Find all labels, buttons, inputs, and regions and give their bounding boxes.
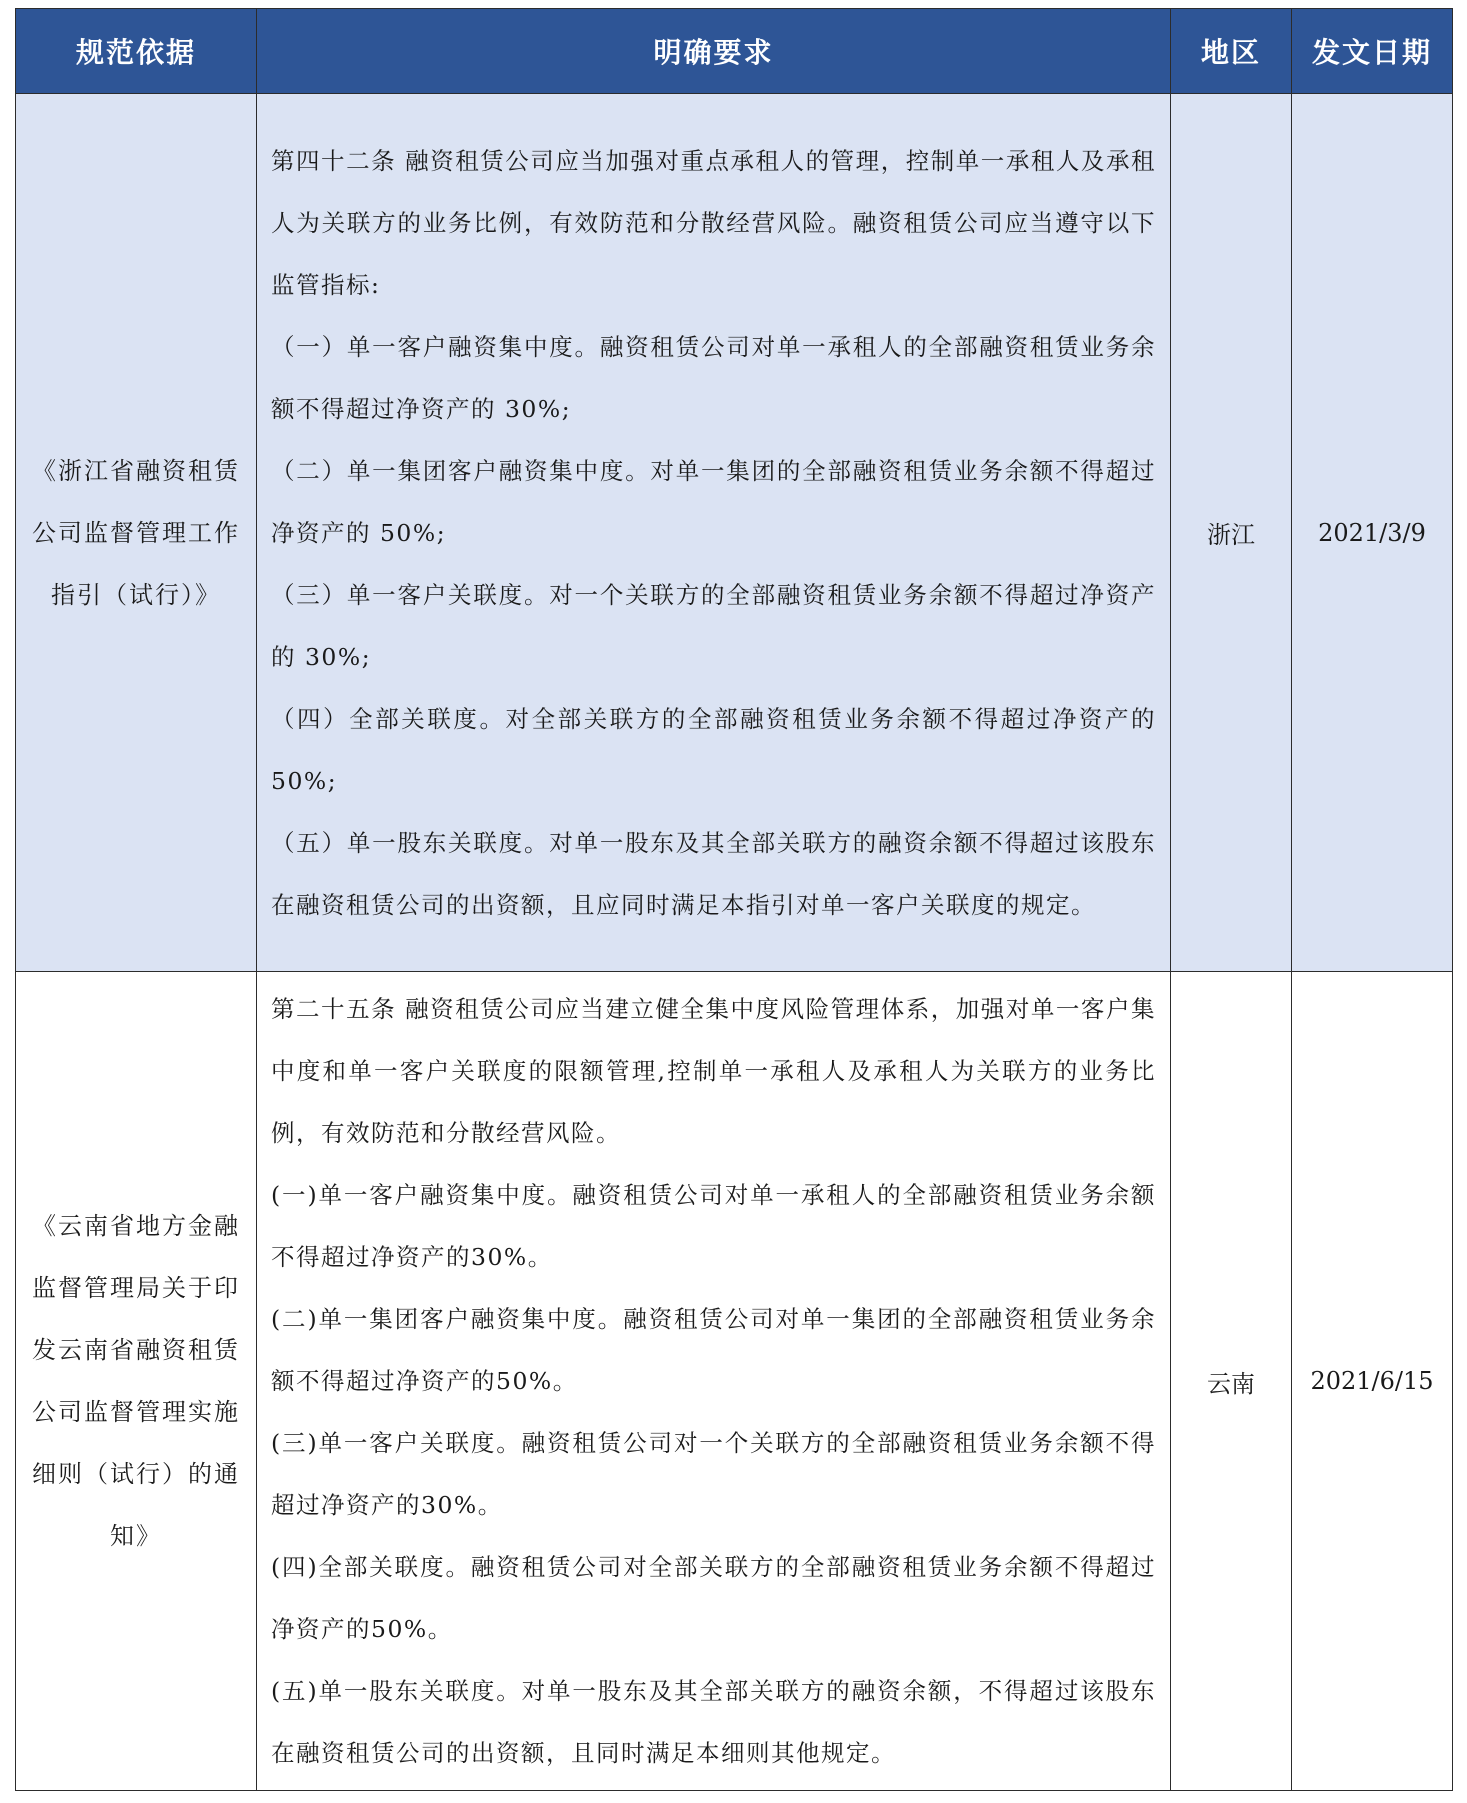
basis-cell: 《云南省地方金融监督管理局关于印发云南省融资租赁公司监督管理实施细则（试行）的通知》: [16, 972, 257, 1791]
date-cell: 2021/6/15: [1292, 972, 1453, 1791]
requirement-cell: [257, 972, 1171, 1791]
header-basis: 规范依据: [16, 9, 257, 94]
header-requirement: 明确要求: [257, 9, 1171, 94]
requirement-paragraph: 第二十五条 融资租赁公司应当建立健全集中度风险管理体系，加强对单一客户集中度和单一客户关联度的限额管理,控制单一承租人及承租人为关联方的业务比例，有效防范和分散经营风险。: [271, 995, 1156, 1147]
requirement-paragraph: 第四十二条 融资租赁公司应当加强对重点承租人的管理，控制单一承租人及承租人为关联方的业务比例，有效防范和分散经营风险。融资租赁公司应当遵守以下监管指标:: [271, 146, 1156, 299]
region-cell: 云南: [1171, 972, 1292, 1791]
requirement-paragraph: (五)单一股东关联度。对单一股东及其全部关联方的融资余额，不得超过该股东在融资租赁公司的出资额，且同时满足本细则其他规定。: [271, 1677, 1156, 1767]
requirement-paragraph: (一)单一客户融资集中度。融资租赁公司对单一承租人的全部融资租赁业务余额不得超过净资产的30%。: [271, 1181, 1156, 1271]
requirement-paragraph: (四)全部关联度。融资租赁公司对全部关联方的全部融资租赁业务余额不得超过净资产的50%。: [271, 1553, 1156, 1643]
region-cell: 浙江: [1171, 94, 1292, 972]
date-cell: 2021/3/9: [1292, 94, 1453, 972]
requirement-paragraph: (二)单一集团客户融资集中度。融资租赁公司对单一集团的全部融资租赁业务余额不得超过净资产的50%。: [271, 1305, 1156, 1395]
regulation-table: [15, 8, 1453, 1791]
requirement-paragraph: （一）单一客户融资集中度。融资租赁公司对单一承租人的全部融资租赁业务余额不得超过净资产的 30%;: [271, 332, 1156, 423]
requirement-paragraph: （四）全部关联度。对全部关联方的全部融资租赁业务余额不得超过净资产的 50%;: [271, 704, 1156, 795]
requirement-cell: [257, 94, 1171, 972]
header-date: 发文日期: [1292, 9, 1453, 94]
table-header-row: [16, 9, 1453, 94]
requirement-paragraph: （二）单一集团客户融资集中度。对单一集团的全部融资租赁业务余额不得超过净资产的 50%;: [271, 456, 1156, 547]
header-region: 地区: [1171, 9, 1292, 94]
basis-cell: 《浙江省融资租赁公司监督管理工作指引（试行）》: [16, 94, 257, 972]
table-row: [16, 94, 1453, 972]
table-row: [16, 972, 1453, 1791]
requirement-paragraph: （三）单一客户关联度。对一个关联方的全部融资租赁业务余额不得超过净资产的 30%;: [271, 580, 1156, 671]
requirement-paragraph: （五）单一股东关联度。对单一股东及其全部关联方的融资余额不得超过该股东在融资租赁公司的出资额，且应同时满足本指引对单一客户关联度的规定。: [271, 828, 1156, 919]
requirement-paragraph: (三)单一客户关联度。融资租赁公司对一个关联方的全部融资租赁业务余额不得超过净资产的30%。: [271, 1429, 1156, 1519]
